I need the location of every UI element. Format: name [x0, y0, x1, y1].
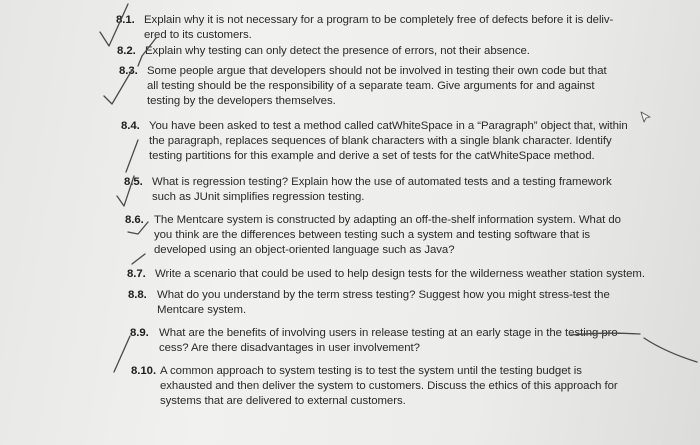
exercise-text: What do you understand by the term stress testing? Suggest how you might stress-test the Mentcare system. [157, 289, 610, 316]
exercise-number: 8.7. [127, 268, 146, 280]
exercise-number: 8.8. [128, 289, 147, 301]
check-mark-8-9 [114, 336, 130, 372]
mouse-pointer-icon [640, 111, 652, 123]
exercise-text: Some people argue that developers should not be involved in testing their own code but that all testing should be the responsibility of a separate team. Give arguments for and against testing by the developers themselves. [147, 65, 607, 107]
exercise-number: 8.4. [121, 120, 140, 132]
margin-line-8-9 [644, 338, 697, 362]
exercise-text: You have been asked to test a method called catWhiteSpace in a “Paragraph” object that, within the paragraph, replaces sequences of blank characters with a single blank character. Identify testing partitions for this example and derive a set of tests for the catWhiteSpace method. [149, 120, 628, 162]
exercise-number: 8.6. [125, 214, 144, 226]
check-mark-8-4 [126, 140, 138, 172]
exercise-number: 8.2. [117, 45, 136, 57]
check-mark-8-7 [132, 254, 145, 264]
exercise-number: 8.1. [116, 14, 135, 26]
exercise-text: The Mentcare system is constructed by adapting an off-the-shelf information system. What do you think are the differences between testing such a system and testing software that is developed using an object-oriented language such as Java? [154, 214, 621, 256]
exercise-number: 8.10. [131, 365, 157, 377]
exercise-text: Explain why it is not necessary for a program to be completely free of defects before it is deliv- ered to its customers. [144, 14, 614, 41]
exercise-text: What is regression testing? Explain how the use of automated tests and a testing framework such as JUnit simplifies regression testing. [152, 176, 612, 203]
exercise-text: Write a scenario that could be used to help design tests for the wilderness weather station system. [155, 268, 645, 280]
exercise-text: What are the benefits of involving users in release testing at an early stage in the testing pro- cess? Are there disadvantages in user involvement? [159, 327, 622, 354]
exercise-text: A common approach to system testing is to test the system until the testing budget is exhausted and then deliver the system to customers. Discuss the ethics of this approach for systems that are delivered to external customers. [160, 365, 618, 407]
exercise-text: Explain why testing can only detect the presence of errors, not their absence. [145, 45, 530, 57]
exercise-number: 8.9. [130, 327, 149, 339]
exercise-number: 8.5. [124, 176, 143, 188]
exercise-number: 8.3. [119, 65, 138, 77]
